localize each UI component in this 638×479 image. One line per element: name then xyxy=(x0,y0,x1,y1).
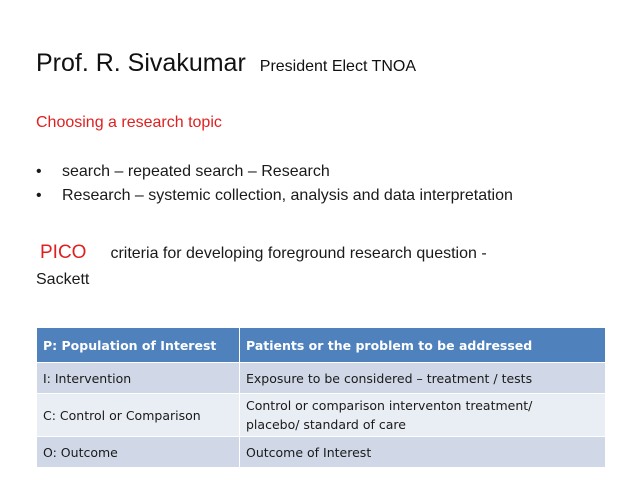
pico-table xyxy=(36,327,606,468)
bullet-text: search – repeated search – Research xyxy=(62,163,330,180)
table-cell xyxy=(240,394,606,437)
cell-line: placebo/ standard of care xyxy=(246,417,406,432)
table-cell: I: Intervention xyxy=(37,363,240,394)
list-item xyxy=(36,184,513,208)
table-row xyxy=(37,394,606,437)
slide-title xyxy=(36,49,416,78)
table-cell: Exposure to be considered – treatment / tests xyxy=(240,363,606,394)
bullet-icon: • xyxy=(36,187,42,204)
table-header-row xyxy=(37,328,606,363)
table-cell: O: Outcome xyxy=(37,437,240,468)
table-cell: C: Control or Comparison xyxy=(37,394,240,437)
bullet-text: Research – systemic collection, analysis and data interpretation xyxy=(62,187,513,204)
presenter-name: Prof. R. Sivakumar xyxy=(36,49,246,77)
pico-keyword: PICO xyxy=(40,242,87,263)
cell-line: Control or comparison interventon treatment/ xyxy=(246,398,533,413)
pico-statement xyxy=(36,240,576,293)
pico-author: Sackett xyxy=(36,271,90,288)
table-row xyxy=(37,363,606,394)
section-heading: Choosing a research topic xyxy=(36,114,222,131)
table-header-cell: Patients or the problem to be addressed xyxy=(240,328,606,363)
pico-description: criteria for developing foreground research question - xyxy=(110,245,487,262)
list-item xyxy=(36,160,513,184)
presenter-role: President Elect TNOA xyxy=(259,58,416,75)
table-header-cell: P: Population of Interest xyxy=(37,328,240,363)
bullet-icon: • xyxy=(36,163,42,180)
bullet-list xyxy=(36,160,513,208)
table-row xyxy=(37,437,606,468)
table-cell: Outcome of Interest xyxy=(240,437,606,468)
